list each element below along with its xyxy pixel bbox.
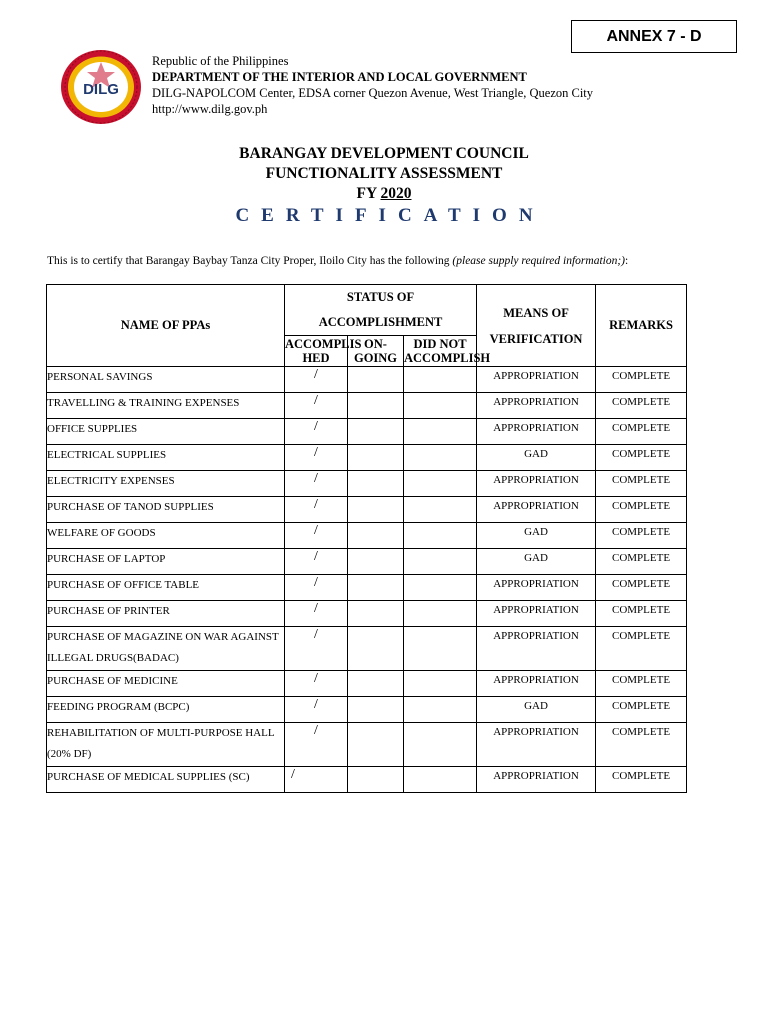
means-of-verification-cell: APPROPRIATION [477,575,596,601]
ongoing-cell [348,419,404,445]
logo-text: DILG [83,81,119,98]
header-means [477,285,596,367]
remarks-cell: COMPLETE [596,601,687,627]
ongoing-cell [348,367,404,393]
ongoing-cell [348,723,404,767]
accomplished-mark: / [285,471,348,497]
did-not-accomplish-cell [404,697,477,723]
letterhead [152,53,593,117]
remarks-cell: COMPLETE [596,445,687,471]
header-status [285,285,477,336]
ppa-table-body [47,367,687,793]
did-not-accomplish-cell [404,393,477,419]
table-row [47,767,687,793]
means-of-verification-cell: APPROPRIATION [477,671,596,697]
department-name: DEPARTMENT OF THE INTERIOR AND LOCAL GOVERNMENT [152,70,527,84]
accomplished-mark: / [285,601,348,627]
remarks-cell: COMPLETE [596,549,687,575]
ppa-name-cell: WELFARE OF GOODS [47,523,285,549]
did-not-accomplish-cell [404,575,477,601]
subheader-on-line2: GOING [353,351,398,365]
table-row [47,393,687,419]
accomplished-mark: / [285,523,348,549]
ppa-name-cell: PURCHASE OF PRINTER [47,601,285,627]
table-row [47,497,687,523]
remarks-cell: COMPLETE [596,767,687,793]
means-of-verification-cell: GAD [477,523,596,549]
fy-prefix: FY [356,185,381,202]
ongoing-cell [348,697,404,723]
accomplished-mark: / [285,393,348,419]
ongoing-cell [348,549,404,575]
ppa-name-cell: PURCHASE OF MEDICINE [47,671,285,697]
table-row [47,601,687,627]
intro-statement [47,254,687,268]
means-of-verification-cell: APPROPRIATION [477,723,596,767]
ongoing-cell [348,671,404,697]
remarks-cell: COMPLETE [596,723,687,767]
ppa-name-cell: ELECTRICITY EXPENSES [47,471,285,497]
title-council: BARANGAY DEVELOPMENT COUNCIL [239,145,529,162]
accomplished-mark: / [285,697,348,723]
intro-text: This is to certify that Barangay Baybay Tanza City Proper, Iloilo City has the following [47,255,453,267]
did-not-accomplish-cell [404,671,477,697]
means-of-verification-cell: GAD [477,697,596,723]
means-of-verification-cell: APPROPRIATION [477,471,596,497]
remarks-cell: COMPLETE [596,671,687,697]
accomplished-mark: / [285,627,348,671]
table-row [47,723,687,767]
header-status-line1: STATUS OF [346,290,415,304]
did-not-accomplish-cell [404,445,477,471]
ppa-name-cell: PURCHASE OF OFFICE TABLE [47,575,285,601]
did-not-accomplish-cell [404,601,477,627]
subheader-did-line2: ACCOMPLISH [404,351,491,365]
remarks-cell: COMPLETE [596,697,687,723]
accomplished-mark: / [285,575,348,601]
remarks-cell: COMPLETE [596,627,687,671]
ppa-name-cell: TRAVELLING & TRAINING EXPENSES [47,393,285,419]
accomplished-mark: / [285,419,348,445]
table-row [47,419,687,445]
table-row [47,523,687,549]
table-row [47,445,687,471]
remarks-cell: COMPLETE [596,471,687,497]
ppa-name-cell: PURCHASE OF MAGAZINE ON WAR AGAINST ILLEGAL DRUGS(BADAC) [47,627,285,671]
means-of-verification-cell: GAD [477,445,596,471]
annex-label: ANNEX 7 - D [571,20,737,53]
ppa-name-cell: ELECTRICAL SUPPLIES [47,445,285,471]
ongoing-cell [348,601,404,627]
means-of-verification-cell: APPROPRIATION [477,767,596,793]
header-means-line2: VERIFICATION [489,331,583,346]
table-row [47,575,687,601]
fy-year: 2020 [380,185,412,202]
remarks-cell: COMPLETE [596,497,687,523]
means-of-verification-cell: GAD [477,549,596,575]
accomplished-mark: / [285,671,348,697]
subheader-did-line1: DID NOT [413,337,467,351]
did-not-accomplish-cell [404,471,477,497]
header-means-line1: MEANS OF [503,305,569,320]
ppa-name-cell: PURCHASE OF MEDICAL SUPPLIES (SC) [47,767,285,793]
ppa-table [46,284,687,793]
accomplished-mark: / [285,367,348,393]
ppa-name-cell: REHABILITATION OF MULTI-PURPOSE HALL (20% DF) [47,723,285,767]
address-line: DILG-NAPOLCOM Center, EDSA corner Quezon Avenue, West Triangle, Quezon City [152,86,594,100]
accomplished-mark: / [285,549,348,575]
ongoing-cell [348,471,404,497]
dilg-seal-logo [59,48,143,126]
ongoing-cell [348,445,404,471]
accomplished-mark: / [285,767,348,793]
ppa-name-cell: PURCHASE OF LAPTOP [47,549,285,575]
did-not-accomplish-cell [404,723,477,767]
intro-italic: (please supply required information;) [452,255,626,267]
table-row [47,367,687,393]
ppa-name-cell: OFFICE SUPPLIES [47,419,285,445]
ppa-name-cell: PURCHASE OF TANOD SUPPLIES [47,497,285,523]
ongoing-cell [348,627,404,671]
remarks-cell: COMPLETE [596,575,687,601]
subheader-acc-line1: ACCOMPLIS [285,337,362,351]
title-assessment: FUNCTIONALITY ASSESSMENT [265,165,503,182]
subheader-acc-line2: HED [302,351,330,365]
means-of-verification-cell: APPROPRIATION [477,367,596,393]
table-row [47,471,687,497]
means-of-verification-cell: APPROPRIATION [477,419,596,445]
remarks-cell: COMPLETE [596,523,687,549]
means-of-verification-cell: APPROPRIATION [477,497,596,523]
did-not-accomplish-cell [404,497,477,523]
title-fy [0,184,768,204]
remarks-cell: COMPLETE [596,393,687,419]
header-name-of-ppas: NAME OF PPAs [47,285,285,367]
website-url[interactable]: http://www.dilg.gov.ph [152,102,268,116]
accomplished-mark: / [285,445,348,471]
subheader-on-line1: ON- [364,337,387,351]
document-titles [0,144,768,204]
did-not-accomplish-cell [404,767,477,793]
did-not-accomplish-cell [404,419,477,445]
ppa-name-cell: PERSONAL SAVINGS [47,367,285,393]
header-status-line2: ACCOMPLISHMENT [318,315,443,329]
remarks-cell: COMPLETE [596,367,687,393]
certification-heading: CERTIFICATION [235,205,545,226]
intro-end: : [625,255,629,267]
did-not-accomplish-cell [404,367,477,393]
accomplished-mark: / [285,497,348,523]
ppa-name-cell: FEEDING PROGRAM (BCPC) [47,697,285,723]
means-of-verification-cell: APPROPRIATION [477,627,596,671]
table-row [47,697,687,723]
means-of-verification-cell: APPROPRIATION [477,601,596,627]
ongoing-cell [348,393,404,419]
table-row [47,627,687,671]
subheader-did-not-accomplish [404,336,491,367]
ongoing-cell [348,575,404,601]
accomplished-mark: / [285,723,348,767]
ongoing-cell [348,497,404,523]
republic-line: Republic of the Philippines [152,54,289,68]
table-row [47,671,687,697]
remarks-cell: COMPLETE [596,419,687,445]
did-not-accomplish-cell [404,549,477,575]
table-row [47,549,687,575]
subheader-accomplished [285,336,362,367]
header-remarks: REMARKS [596,285,687,367]
did-not-accomplish-cell [404,523,477,549]
means-of-verification-cell: APPROPRIATION [477,393,596,419]
ongoing-cell [348,767,404,793]
ongoing-cell [348,523,404,549]
did-not-accomplish-cell [404,627,477,671]
